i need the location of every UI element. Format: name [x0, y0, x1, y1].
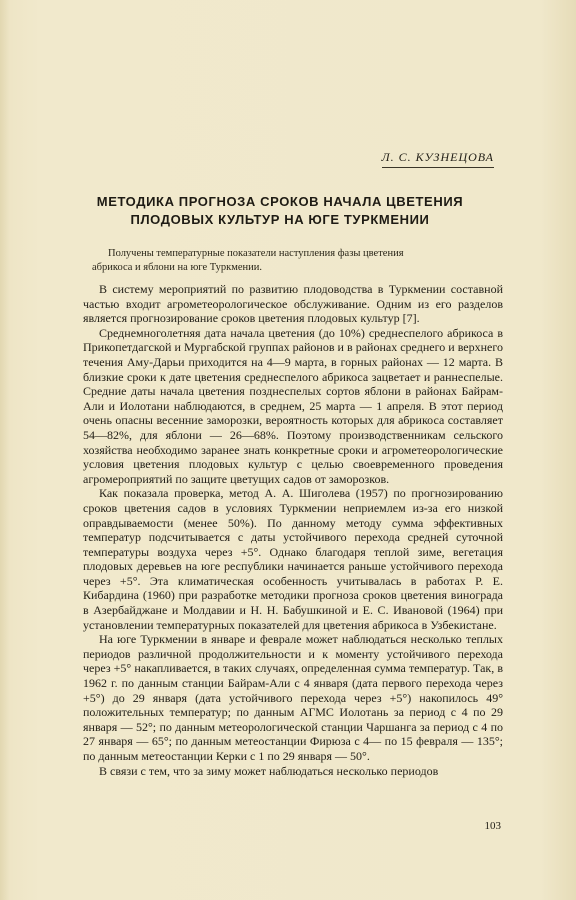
- abstract-line-1: Получены температурные показатели наступления фазы цветения: [108, 248, 404, 259]
- paragraph-4: На юге Туркмении в январе и феврале может наблюдаться несколько теплых периодов различной продолжительности и к моменту устойчивого перехода через +5° накапливается, в таких случаях, определенная сумма температур. Так, в 1962 г. по данным станции Байрам-Али с 4 января (дата первого перехода через +5°) до 29 января (дата устойчивого перехода через +5°) накопилось 49° положительных температур; по данным АГМС Иолотань за период с 4 по 29 января — 52°; по данным метеорологической станции Чаршанга за период с 4 по 27 января — 65°; по данным метеостанции Фирюза с 4— по 15 февраля — 135°; по данным метеостанции Керки с 1 по 29 января — 50°.: [83, 632, 503, 763]
- title-line-1: МЕТОДИКА ПРОГНОЗА СРОКОВ НАЧАЛА ЦВЕТЕНИЯ: [96, 194, 464, 209]
- page-number: 103: [484, 820, 501, 832]
- paragraph-3: Как показала проверка, метод А. А. Шиголева (1957) по прогнозированию сроков цветения садов в условиях Туркмении неприемлем из-за его низкой оправдываемости (менее 50%). По данному методу сумма эффективных температур подсчитывается с даты устойчивого перехода средней суточной температуры воздуха через +5°. Однако благодаря теплой зиме, вегетация плодовых деревьев на юге республики начинается раньше устойчивого перехода через +5°. Эта климатическая особенность учитывалась в работах Р. Е. Кибардина (1960) при разработке методики прогноза сроков цветения винограда в Азербайджане и Молдавии и Н. Н. Бабушкиной и Е. С. Ивановой (1964) при установлении температурных показателей для цветения абрикоса в Узбекистане.: [83, 486, 503, 632]
- paragraph-2: Среднемноголетняя дата начала цветения (до 10%) среднеспелого абрикоса в Прикопетдагской и Мургабской группах районов и в районах среднего и верхнего течения Аму-Дарьи приходится на 4—9 марта, в горных районах — 12 марта. В близкие сроки к дате цветения среднеспелого абрикоса зацветает и раннеспелые. Средние даты начала цветения позднеспелых сортов яблони в районах Байрам-Али и Иолотани наблюдаются, в среднем, 25 марта — 1 апреля. В этот период очень опасны весенние заморозки, вероятность которых для абрикоса составляет 54—82%, для яблони — 26—68%. Поэтому производственникам сельского хозяйства необходимо заранее знать конкретные сроки и агрометеорологические условия цветения плодовых культур с целью своевременного проведения агромероприятий по защите цветущих садов от заморозков.: [83, 325, 503, 486]
- author-name: Л. С. КУЗНЕЦОВА: [382, 150, 495, 168]
- paragraph-5: В связи с тем, что за зиму может наблюдаться несколько периодов: [99, 763, 439, 778]
- article-body: [83, 282, 503, 778]
- article-title: [60, 193, 500, 229]
- paragraph-1: В систему мероприятий по развитию плодоводства в Туркмении составной частью входит агрометеорологическое обслуживание. Одним из его разделов является прогнозирование сроков цветения плодовых культур [7].: [83, 282, 503, 326]
- abstract-line-2: абрикоса и яблони на юге Туркмении.: [92, 262, 263, 273]
- abstract: [92, 247, 502, 275]
- title-line-2: ПЛОДОВЫХ КУЛЬТУР НА ЮГЕ ТУРКМЕНИИ: [130, 212, 430, 227]
